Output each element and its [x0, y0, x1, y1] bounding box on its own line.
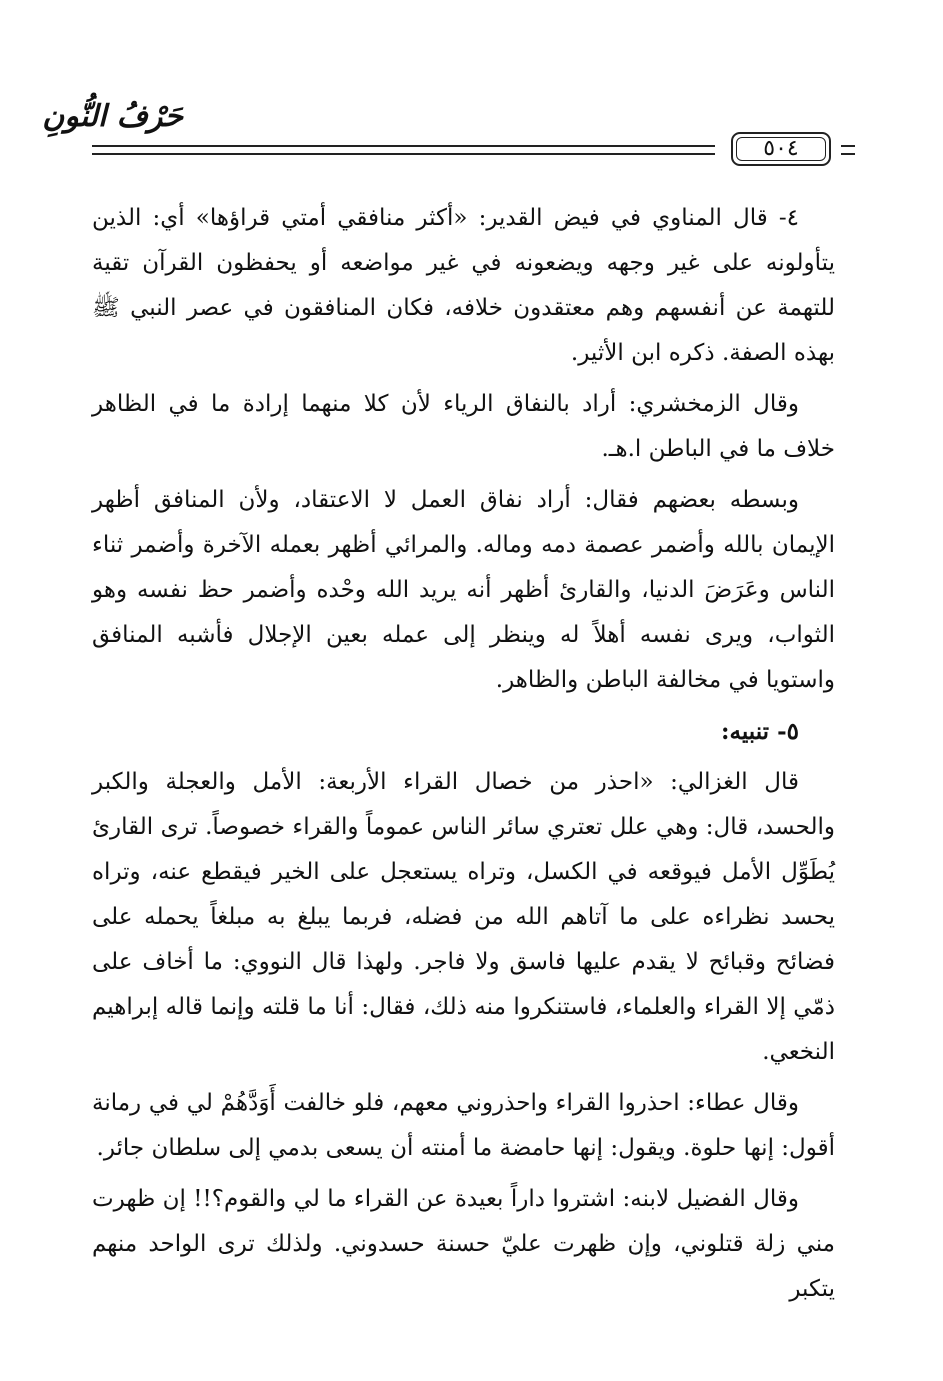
- header-rule: [92, 136, 855, 162]
- chapter-title: حَرْفُ النُّونِ: [42, 99, 183, 134]
- header-rule-end: [841, 145, 855, 155]
- section-heading-note: ٥- تنبيه:: [721, 718, 799, 745]
- page-number: ٥٠٤: [731, 132, 831, 166]
- paragraph-zamakhshari: وقال الزمخشري: أراد بالنفاق الرياء لأن كلا منهما إرادة ما في الظاهر خلاف ما في الباطن ا.هـ.: [92, 391, 835, 462]
- paragraph-ghazali: قال الغزالي: «احذر من خصال القراء الأربعة: الأمل والعجلة والكبر والحسد، قال: وهي علل تعتري سائر الناس عموماً والقراء خصوصاً. ترى القارئ يُطَوِّل الأمل فيوقعه في الكسل، وتراه يستعجل على الخير فيقطع عنه، وتراه يحسد نظراءه على ما آتاهم الله من فضله، فربما يبلغ به مبلغاً يحمله على فضائح وقبائح لا يقدم عليها فاسق ولا فاجر. ولهذا قال النووي: ما أخاف على ذمّي إلا القراء والعلماء، فاستنكروا منه ذلك، فقال: أنا ما قلته وإنما قاله إبراهيم النخعي.: [92, 769, 835, 1065]
- paragraph-fudayl: وقال الفضيل لابنه: اشتروا داراً بعيدة عن القراء ما لي والقوم؟!! إن ظهرت مني زلة قتلوني، وإن ظهرت عليّ حسنة حسدوني. ولذلك ترى الواحد منهم يتكبر: [92, 1186, 835, 1302]
- page-body: [92, 196, 835, 1318]
- paragraph-munawi: ٤- قال المناوي في فيض القدير: «أكثر منافقي أمتي قراؤها» أي: الذين يتأولونه على غير وجهه ويضعونه في غير مواضعه أو يحفظون القرآن تقية للتهمة عن أنفسهم وهم معتقدون خلافه، فكان المنافقون في عصر النبي ﷺ بهذه الصفة. ذكره ابن الأثير.: [92, 205, 835, 366]
- header-double-rule: [92, 145, 715, 155]
- paragraph-explanation: وبسطه بعضهم فقال: أراد نفاق العمل لا الاعتقاد، ولأن المنافق أظهر الإيمان بالله وأضمر عصمة دمه وماله. والمرائي أظهر بعمله الآخرة وأضمر ثناء الناس وعَرَضَ الدنيا، والقارئ أظهر أنه يريد الله وحْده وأضمر حظ نفسه وهو الثواب، ويرى نفسه أهلاً له وينظر إلى عمله بعين الإجلال فأشبه المنافق واستويا في مخالفة الباطن والظاهر.: [92, 487, 835, 693]
- paragraph-ata: وقال عطاء: احذروا القراء واحذروني معهم، فلو خالفت أَوَدَّهُمْ لي في رمانة أقول: إنها حلوة. ويقول: إنها حامضة ما أمنته أن يسعى بدمي إلى سلطان جائر.: [92, 1090, 835, 1161]
